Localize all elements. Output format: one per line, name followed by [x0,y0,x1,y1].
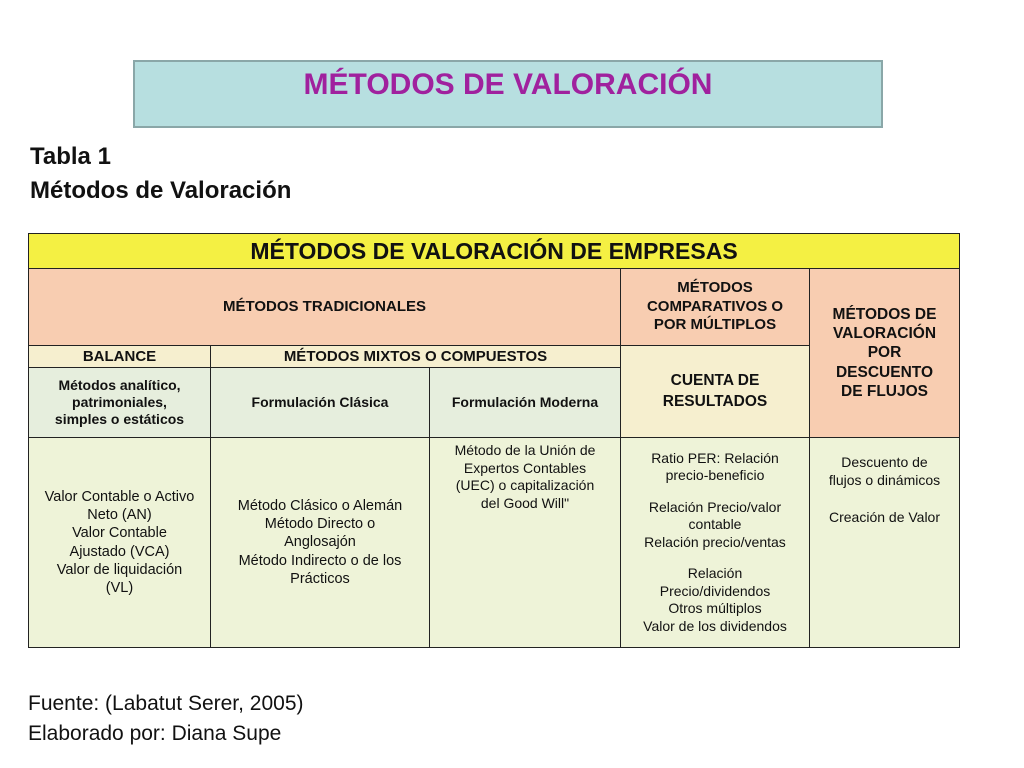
table-caption: Métodos de Valoración [30,177,292,204]
header-mixtos: MÉTODOS MIXTOS O COMPUESTOS [211,346,621,368]
header-balance: BALANCE [29,346,211,368]
table-main-title: MÉTODOS DE VALORACIÓN DE EMPRESAS [29,234,960,269]
valuation-methods-table [28,233,960,648]
table-number: Tabla 1 [30,143,111,170]
header-comparativos: MÉTODOS COMPARATIVOS O POR MÚLTIPLOS [621,269,810,346]
header-analitico: Métodos analítico, patrimoniales, simples o estáticos [29,368,211,438]
header-moderna: Formulación Moderna [430,368,621,438]
header-descuento: MÉTODOS DE VALORACIÓN POR DESCUENTO DE FLUJOS [810,269,960,438]
source-note: Fuente: (Labatut Serer, 2005) [28,692,304,715]
author-note: Elaborado por: Diana Supe [28,722,282,745]
header-clasica: Formulación Clásica [211,368,430,438]
header-cuenta: CUENTA DE RESULTADOS [621,346,810,438]
cell-descuento-methods: Descuento de flujos o dinámicos Creación de Valor [810,438,960,648]
header-banner [133,60,883,128]
header-tradicionales: MÉTODOS TRADICIONALES [29,269,621,346]
cell-moderna-methods: Método de la Unión de Expertos Contables (UEC) o capitalización del Good Will" [430,438,621,648]
page-title: MÉTODOS DE VALORACIÓN [303,68,713,101]
cell-balance-methods: Valor Contable o Activo Neto (AN) Valor Contable Ajustado (VCA) Valor de liquidación (VL) [29,438,211,648]
cell-comparativos-methods: Ratio PER: Relación precio-beneficio Relación Precio/valor contable Relación precio/ventas Relación Precio/dividendos Otros múltiplos Valor de los dividendos [621,438,810,648]
cell-clasica-methods: Método Clásico o Alemán Método Directo o Anglosajón Método Indirecto o de los Prácticos [211,438,430,648]
